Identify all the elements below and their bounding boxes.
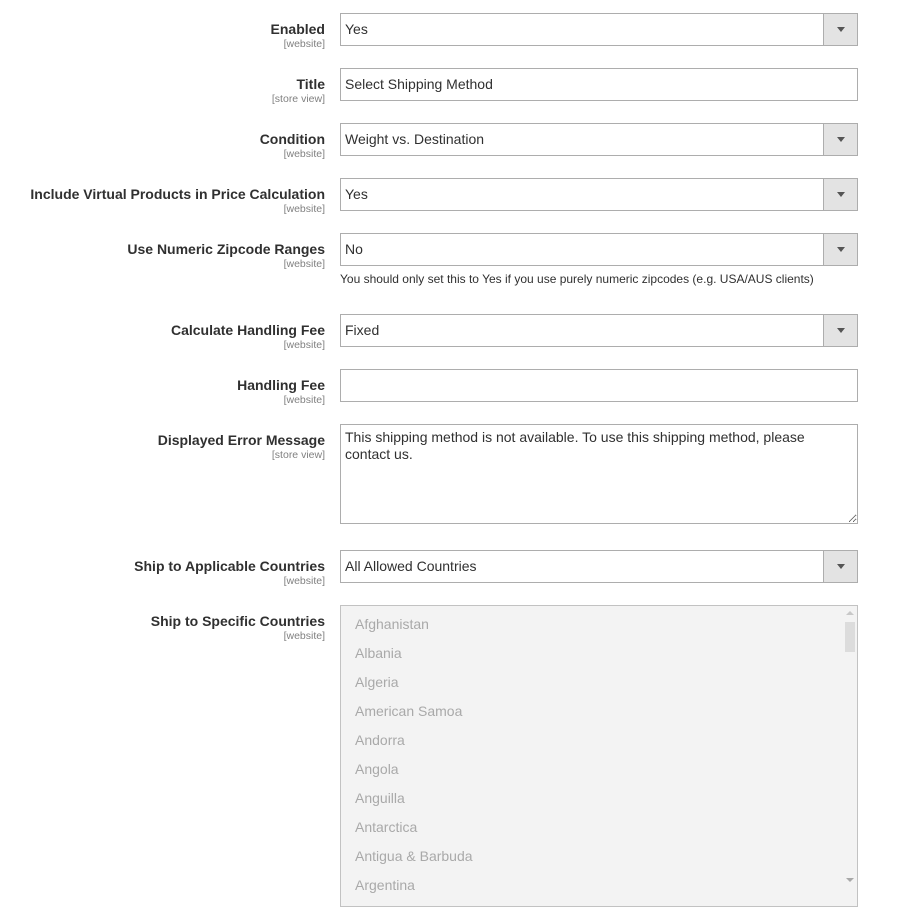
chevron-down-icon[interactable] xyxy=(823,179,857,210)
chevron-down-icon[interactable] xyxy=(823,234,857,265)
field-scope: [store view] xyxy=(271,449,325,461)
select-value: Yes xyxy=(345,186,368,202)
input-value: Select Shipping Method xyxy=(345,76,493,92)
country-option[interactable]: Argentina xyxy=(355,877,415,893)
handling-fee-type-select[interactable] xyxy=(340,314,858,347)
title-input[interactable] xyxy=(340,68,858,101)
scroll-down-icon[interactable] xyxy=(846,878,854,882)
scrollbar[interactable] xyxy=(843,606,857,906)
error-message-textarea[interactable] xyxy=(340,424,858,524)
applicable-countries-select[interactable] xyxy=(340,550,858,583)
country-option[interactable]: Afghanistan xyxy=(355,616,429,632)
country-option[interactable]: Angola xyxy=(355,761,399,777)
field-label: Calculate Handling Fee xyxy=(170,322,325,338)
country-option[interactable]: Algeria xyxy=(355,674,399,690)
include-virtual-select[interactable] xyxy=(340,178,858,211)
select-value: No xyxy=(345,241,363,257)
country-option[interactable]: Antarctica xyxy=(355,819,418,835)
scroll-up-icon[interactable] xyxy=(846,611,854,615)
select-value: Weight vs. Destination xyxy=(345,131,485,147)
field-label: Ship to Applicable Countries xyxy=(134,558,325,574)
field-label: Title xyxy=(296,76,325,92)
field-label: Ship to Specific Countries xyxy=(150,613,325,629)
specific-countries-multiselect[interactable] xyxy=(340,605,858,907)
scrollbar-thumb[interactable] xyxy=(845,622,855,652)
field-scope: [store view] xyxy=(271,93,325,105)
field-label: Handling Fee xyxy=(237,377,325,393)
condition-select[interactable] xyxy=(340,123,858,156)
field-scope: [website] xyxy=(283,630,325,642)
field-label: Include Virtual Products in Price Calculation xyxy=(30,186,325,202)
field-label: Enabled xyxy=(270,21,325,37)
field-scope: [website] xyxy=(283,339,325,351)
chevron-down-icon[interactable] xyxy=(823,551,857,582)
input-value xyxy=(341,377,345,393)
enabled-select[interactable] xyxy=(340,13,858,46)
field-note: You should only set this to Yes if you use purely numeric zipcodes (e.g. USA/AUS clients) xyxy=(340,272,814,286)
select-value: Fixed xyxy=(345,322,380,338)
select-value: All Allowed Countries xyxy=(345,558,477,574)
country-option[interactable]: Antigua & Barbuda xyxy=(355,848,473,864)
chevron-down-icon[interactable] xyxy=(823,315,857,346)
chevron-down-icon[interactable] xyxy=(823,14,857,45)
country-option[interactable]: Andorra xyxy=(355,732,405,748)
field-scope: [website] xyxy=(283,148,325,160)
handling-fee-input[interactable] xyxy=(340,369,858,402)
field-label: Displayed Error Message xyxy=(157,432,325,448)
field-scope: [website] xyxy=(283,258,325,270)
field-scope: [website] xyxy=(283,394,325,406)
field-label: Use Numeric Zipcode Ranges xyxy=(127,241,325,257)
country-option[interactable]: American Samoa xyxy=(355,703,463,719)
numeric-zipcode-select[interactable] xyxy=(340,233,858,266)
field-scope: [website] xyxy=(283,38,325,50)
field-scope: [website] xyxy=(283,575,325,587)
country-option[interactable]: Anguilla xyxy=(355,790,405,806)
field-label: Condition xyxy=(259,131,325,147)
chevron-down-icon[interactable] xyxy=(823,124,857,155)
select-value: Yes xyxy=(345,21,368,37)
field-scope: [website] xyxy=(283,203,325,215)
country-option[interactable]: Albania xyxy=(355,645,402,661)
